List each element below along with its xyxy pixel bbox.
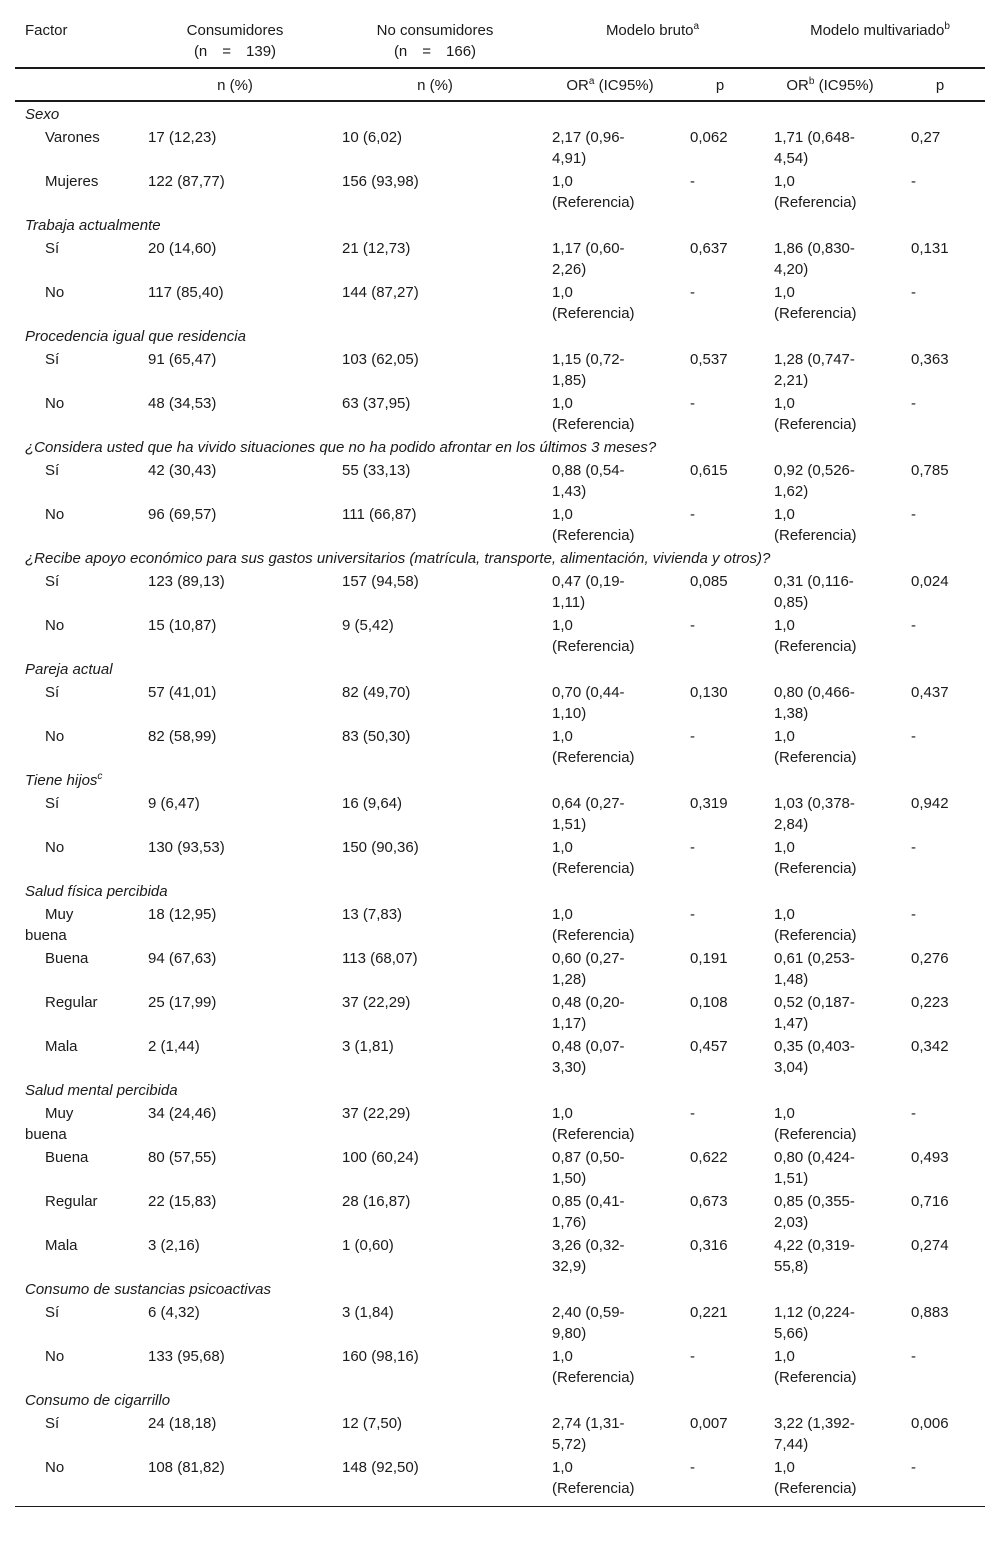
no-consumidores-value: 63 (37,95) [342, 395, 411, 412]
row-label: Sí [45, 240, 60, 257]
subheader-or-multi-ic: (IC95%) [814, 77, 874, 94]
or-multi-line1: 0,52 (0,187- [774, 994, 855, 1011]
row-label: Sí [45, 684, 60, 701]
section-title-text: Consumo de cigarrillo [25, 1392, 171, 1409]
consumidores-value: 6 (4,32) [148, 1304, 200, 1321]
or-bruto-line2: 1,85) [552, 372, 587, 389]
section-title [25, 326, 246, 347]
p-multi-value: - [911, 173, 916, 190]
or-bruto-line1: 2,40 (0,59- [552, 1304, 625, 1321]
p-multi-value: - [911, 839, 916, 856]
section-title-text: Pareja actual [25, 661, 113, 678]
or-bruto-line2: 1,76) [552, 1214, 587, 1231]
or-bruto-line1: 1,0 [552, 395, 573, 412]
or-bruto-line1: 1,0 [552, 617, 573, 634]
p-bruto-value: - [690, 1348, 695, 1365]
or-bruto-line2: 1,51) [552, 816, 587, 833]
row-label: Mala [45, 1237, 78, 1254]
or-multi-line2: (Referencia) [774, 860, 857, 877]
header-consumidores: Consumidores [186, 22, 284, 39]
or-bruto-line1: 0,47 (0,19- [552, 573, 625, 590]
p-bruto-value: 0,191 [690, 950, 728, 967]
p-bruto-value: 0,316 [690, 1237, 728, 1254]
or-bruto-line2: (Referencia) [552, 927, 635, 944]
no-consumidores-value: 9 (5,42) [342, 617, 394, 634]
no-consumidores-value: 113 (68,07) [342, 950, 418, 967]
or-bruto-line1: 0,60 (0,27- [552, 950, 625, 967]
or-bruto-line1: 0,70 (0,44- [552, 684, 625, 701]
or-bruto-line2: 1,50) [552, 1170, 587, 1187]
p-multi-value: 0,883 [911, 1304, 949, 1321]
p-bruto-value: 0,007 [690, 1415, 728, 1432]
or-multi-line1: 4,22 (0,319- [774, 1237, 855, 1254]
section-title-text: ¿Recibe apoyo económico para sus gastos universitarios (matrícula, transporte, alimentación, vivienda y otros)? [25, 550, 771, 567]
section-title-text: ¿Considera usted que ha vivido situaciones que no ha podido afrontar en los últimos 3 meses? [25, 439, 657, 456]
or-multi-line2: 55,8) [774, 1258, 809, 1275]
row-label: Muy [45, 1105, 74, 1122]
or-multi-line2: 1,51) [774, 1170, 809, 1187]
or-bruto-line2: (Referencia) [552, 1126, 635, 1143]
no-consumidores-value: 100 (60,24) [342, 1149, 419, 1166]
or-multi-line1: 0,35 (0,403- [774, 1038, 855, 1055]
row-label: No [45, 506, 65, 523]
or-multi-line2: (Referencia) [774, 1369, 857, 1386]
consumidores-value: 133 (95,68) [148, 1348, 225, 1365]
or-multi-line1: 1,0 [774, 617, 795, 634]
p-bruto-value: 0,130 [690, 684, 728, 701]
no-consumidores-value: 150 (90,36) [342, 839, 419, 856]
p-bruto-value: - [690, 1459, 695, 1476]
row-label-cont: buena [25, 927, 67, 944]
consumidores-value: 94 (67,63) [148, 950, 217, 967]
or-multi-line2: 1,48) [774, 971, 809, 988]
p-multi-value: - [911, 506, 916, 523]
or-multi-line2: 3,04) [774, 1059, 809, 1076]
consumidores-value: 130 (93,53) [148, 839, 225, 856]
or-multi-line2: 4,54) [774, 150, 809, 167]
or-multi-line1: 1,0 [774, 728, 795, 745]
or-multi-line1: 1,0 [774, 395, 795, 412]
or-bruto-line2: 4,91) [552, 150, 587, 167]
subheader-or-multi-sup: b [808, 76, 815, 87]
consumidores-value: 57 (41,01) [148, 684, 217, 701]
or-bruto-line1: 1,0 [552, 1105, 573, 1122]
subheader-or-multi-label: OR [786, 77, 809, 94]
section-title [25, 770, 102, 791]
no-consumidores-value: 12 (7,50) [342, 1415, 403, 1432]
or-bruto-line2: 1,43) [552, 483, 587, 500]
p-bruto-value: 0,622 [690, 1149, 728, 1166]
or-bruto-line2: (Referencia) [552, 194, 635, 211]
table-bottom-rule [15, 1506, 985, 1507]
p-bruto-value: 0,615 [690, 462, 728, 479]
or-multi-line2: (Referencia) [774, 927, 857, 944]
p-multi-value: 0,437 [911, 684, 949, 701]
consumidores-value: 22 (15,83) [148, 1193, 217, 1210]
p-bruto-value: 0,537 [690, 351, 728, 368]
consumidores-value: 108 (81,82) [148, 1459, 225, 1476]
no-consumidores-value: 103 (62,05) [342, 351, 419, 368]
or-multi-line1: 1,03 (0,378- [774, 795, 855, 812]
or-multi-line2: 2,03) [774, 1214, 809, 1231]
consumidores-value: 18 (12,95) [148, 906, 217, 923]
subheader-or-bruto-label: OR [566, 77, 589, 94]
or-bruto-line1: 0,48 (0,20- [552, 994, 625, 1011]
p-bruto-value: 0,085 [690, 573, 728, 590]
or-multi-line1: 1,0 [774, 173, 795, 190]
section-title [25, 1279, 271, 1300]
header-modelo-multivariado [780, 20, 980, 41]
row-label: Regular [45, 1193, 98, 1210]
p-multi-value: 0,006 [911, 1415, 949, 1432]
header-no-consumidores: No consumidores [376, 22, 494, 39]
header-modelo-multi-sup: b [944, 21, 950, 32]
p-multi-value: - [911, 1105, 916, 1122]
no-consumidores-value: 82 (49,70) [342, 684, 411, 701]
p-bruto-value: - [690, 839, 695, 856]
or-multi-line2: 4,20) [774, 261, 809, 278]
subheader-p-multi: p [935, 77, 945, 94]
section-title-text: Salud mental percibida [25, 1082, 178, 1099]
no-consumidores-value: 21 (12,73) [342, 240, 411, 257]
no-consumidores-value: 10 (6,02) [342, 129, 403, 146]
header-modelo-bruto-sup: a [693, 21, 700, 32]
or-multi-line2: (Referencia) [774, 416, 857, 433]
header-consumidores-n: (n = 139) [193, 43, 277, 60]
no-consumidores-value: 111 (66,87) [342, 506, 417, 523]
or-multi-line1: 1,0 [774, 1105, 795, 1122]
or-bruto-line2: 5,72) [552, 1436, 587, 1453]
p-multi-value: 0,942 [911, 795, 949, 812]
p-multi-value: 0,223 [911, 994, 949, 1011]
consumidores-value: 2 (1,44) [148, 1038, 200, 1055]
p-bruto-value: 0,319 [690, 795, 728, 812]
or-multi-line1: 1,0 [774, 506, 795, 523]
consumidores-value: 15 (10,87) [148, 617, 217, 634]
p-bruto-value: - [690, 173, 695, 190]
no-consumidores-value: 83 (50,30) [342, 728, 411, 745]
row-label: Sí [45, 462, 60, 479]
p-multi-value: 0,024 [911, 573, 949, 590]
or-bruto-line2: (Referencia) [552, 1480, 635, 1497]
section-title [25, 1390, 170, 1411]
consumidores-value: 34 (24,46) [148, 1105, 217, 1122]
header-modelo-bruto-text: Modelo bruto [605, 22, 694, 39]
or-bruto-line1: 1,0 [552, 506, 573, 523]
or-bruto-line2: 32,9) [552, 1258, 587, 1275]
p-multi-value: - [911, 617, 916, 634]
consumidores-value: 17 (12,23) [148, 129, 217, 146]
row-label: Varones [45, 129, 100, 146]
or-multi-line2: 2,84) [774, 816, 809, 833]
or-multi-line1: 0,31 (0,116- [774, 573, 854, 590]
p-bruto-value: 0,637 [690, 240, 728, 257]
consumidores-value: 96 (69,57) [148, 506, 217, 523]
subheader-n-pct-consumidores: n (%) [217, 77, 253, 94]
no-consumidores-value: 148 (92,50) [342, 1459, 419, 1476]
row-label: Regular [45, 994, 98, 1011]
or-multi-line1: 1,28 (0,747- [774, 351, 855, 368]
row-label: No [45, 617, 65, 634]
or-bruto-line1: 1,0 [552, 906, 573, 923]
p-bruto-value: - [690, 284, 695, 301]
or-multi-line1: 1,0 [774, 906, 795, 923]
or-bruto-line1: 1,0 [552, 173, 573, 190]
section-title-text: Procedencia igual que residencia [25, 328, 246, 345]
section-title [25, 104, 59, 125]
section-title-text: Consumo de sustancias psicoactivas [25, 1281, 271, 1298]
or-bruto-line1: 0,87 (0,50- [552, 1149, 625, 1166]
no-consumidores-value: 28 (16,87) [342, 1193, 411, 1210]
no-consumidores-value: 37 (22,29) [342, 1105, 411, 1122]
header-top-rule [15, 67, 985, 69]
no-consumidores-value: 1 (0,60) [342, 1237, 394, 1254]
or-multi-line1: 1,0 [774, 1459, 795, 1476]
or-bruto-line1: 1,0 [552, 839, 573, 856]
or-bruto-line1: 1,15 (0,72- [552, 351, 625, 368]
row-label: No [45, 395, 65, 412]
row-label: Mala [45, 1038, 78, 1055]
or-multi-line1: 1,0 [774, 1348, 795, 1365]
header-factor: Factor [25, 22, 68, 39]
row-label: No [45, 1348, 65, 1365]
or-multi-line1: 0,80 (0,466- [774, 684, 855, 701]
or-multi-line2: 7,44) [774, 1436, 809, 1453]
no-consumidores-value: 3 (1,84) [342, 1304, 394, 1321]
row-label: Sí [45, 351, 60, 368]
row-label: No [45, 728, 65, 745]
or-bruto-line2: (Referencia) [552, 860, 635, 877]
p-multi-value: 0,274 [911, 1237, 949, 1254]
or-multi-line2: 1,62) [774, 483, 809, 500]
or-multi-line2: 0,85) [774, 594, 809, 611]
consumidores-value: 48 (34,53) [148, 395, 217, 412]
no-consumidores-value: 160 (98,16) [342, 1348, 419, 1365]
consumidores-value: 91 (65,47) [148, 351, 217, 368]
no-consumidores-value: 3 (1,81) [342, 1038, 394, 1055]
row-label-cont: buena [25, 1126, 67, 1143]
section-title-text: Salud física percibida [25, 883, 168, 900]
p-multi-value: - [911, 395, 916, 412]
section-title-text: Trabaja actualmente [25, 217, 161, 234]
subheader-p-bruto: p [715, 77, 725, 94]
or-bruto-line1: 1,0 [552, 1348, 573, 1365]
subheader-or-multi [770, 75, 890, 96]
consumidores-value: 122 (87,77) [148, 173, 225, 190]
or-multi-line2: (Referencia) [774, 638, 857, 655]
or-bruto-line1: 2,74 (1,31- [552, 1415, 625, 1432]
or-bruto-line2: 9,80) [552, 1325, 587, 1342]
or-multi-line1: 0,80 (0,424- [774, 1149, 855, 1166]
row-label: Muy [45, 906, 74, 923]
or-bruto-line2: 2,26) [552, 261, 587, 278]
consumidores-value: 123 (89,13) [148, 573, 225, 590]
no-consumidores-value: 16 (9,64) [342, 795, 403, 812]
row-label: Buena [45, 950, 89, 967]
consumidores-value: 3 (2,16) [148, 1237, 200, 1254]
consumidores-value: 24 (18,18) [148, 1415, 217, 1432]
consumidores-value: 20 (14,60) [148, 240, 217, 257]
p-multi-value: - [911, 728, 916, 745]
or-multi-line1: 0,92 (0,526- [774, 462, 855, 479]
p-multi-value: - [911, 284, 916, 301]
no-consumidores-value: 157 (94,58) [342, 573, 419, 590]
row-label: Sí [45, 573, 60, 590]
p-multi-value: - [911, 1459, 916, 1476]
consumidores-value: 117 (85,40) [148, 284, 224, 301]
section-title [25, 659, 113, 680]
or-bruto-line2: (Referencia) [552, 638, 635, 655]
section-title [25, 881, 168, 902]
subheader-or-bruto-ic: (IC95%) [594, 77, 654, 94]
consumidores-value: 9 (6,47) [148, 795, 200, 812]
consumidores-value: 80 (57,55) [148, 1149, 217, 1166]
row-label: Sí [45, 1415, 60, 1432]
section-title [25, 1080, 178, 1101]
p-bruto-value: - [690, 728, 695, 745]
or-multi-line1: 0,85 (0,355- [774, 1193, 855, 1210]
or-multi-line1: 0,61 (0,253- [774, 950, 855, 967]
or-bruto-line2: 1,17) [552, 1015, 587, 1032]
or-bruto-line2: (Referencia) [552, 416, 635, 433]
section-title [25, 437, 656, 458]
p-multi-value: 0,716 [911, 1193, 949, 1210]
header-bottom-rule [15, 100, 985, 102]
no-consumidores-value: 13 (7,83) [342, 906, 403, 923]
or-multi-line1: 3,22 (1,392- [774, 1415, 855, 1432]
consumidores-value: 42 (30,43) [148, 462, 217, 479]
or-bruto-line2: (Referencia) [552, 305, 635, 322]
no-consumidores-value: 37 (22,29) [342, 994, 411, 1011]
or-bruto-line1: 1,17 (0,60- [552, 240, 625, 257]
no-consumidores-value: 144 (87,27) [342, 284, 419, 301]
or-bruto-line1: 0,88 (0,54- [552, 462, 625, 479]
section-title-text: Tiene hijos [25, 772, 98, 789]
or-multi-line2: (Referencia) [774, 527, 857, 544]
or-bruto-line2: 1,28) [552, 971, 587, 988]
p-multi-value: 0,342 [911, 1038, 949, 1055]
or-multi-line2: (Referencia) [774, 1480, 857, 1497]
p-bruto-value: - [690, 906, 695, 923]
or-bruto-line1: 3,26 (0,32- [552, 1237, 625, 1254]
p-multi-value: 0,493 [911, 1149, 949, 1166]
p-bruto-value: - [690, 1105, 695, 1122]
or-multi-line2: 5,66) [774, 1325, 809, 1342]
or-bruto-line1: 0,48 (0,07- [552, 1038, 625, 1055]
p-multi-value: 0,276 [911, 950, 949, 967]
or-bruto-line1: 0,64 (0,27- [552, 795, 625, 812]
subheader-or-bruto-sup: a [588, 76, 595, 87]
subheader-n-pct-no-consumidores: n (%) [417, 77, 453, 94]
p-bruto-value: - [690, 506, 695, 523]
or-bruto-line1: 1,0 [552, 728, 573, 745]
or-multi-line2: 2,21) [774, 372, 809, 389]
row-label: Sí [45, 1304, 60, 1321]
p-multi-value: 0,131 [911, 240, 949, 257]
or-multi-line2: (Referencia) [774, 194, 857, 211]
row-label: Buena [45, 1149, 89, 1166]
row-label: No [45, 1459, 65, 1476]
or-multi-line1: 1,0 [774, 839, 795, 856]
section-title-text: Sexo [25, 106, 60, 123]
p-bruto-value: 0,673 [690, 1193, 728, 1210]
p-bruto-value: 0,457 [690, 1038, 728, 1055]
or-bruto-line1: 1,0 [552, 1459, 573, 1476]
or-multi-line1: 1,71 (0,648- [774, 129, 855, 146]
p-bruto-value: 0,108 [690, 994, 728, 1011]
or-bruto-line1: 1,0 [552, 284, 573, 301]
consumidores-value: 25 (17,99) [148, 994, 217, 1011]
p-multi-value: - [911, 1348, 916, 1365]
or-multi-line2: (Referencia) [774, 1126, 857, 1143]
or-multi-line2: (Referencia) [774, 749, 857, 766]
or-multi-line1: 1,86 (0,830- [774, 240, 855, 257]
p-multi-value: - [911, 906, 916, 923]
header-modelo-multi-text: Modelo multivariado [810, 22, 945, 39]
subheader-or-bruto [550, 75, 670, 96]
p-multi-value: 0,363 [911, 351, 949, 368]
p-multi-value: 0,27 [911, 129, 941, 146]
p-bruto-value: 0,062 [690, 129, 728, 146]
no-consumidores-value: 156 (93,98) [342, 173, 419, 190]
section-title-sup: c [97, 771, 103, 782]
or-bruto-line2: 3,30) [552, 1059, 587, 1076]
row-label: No [45, 839, 65, 856]
or-multi-line2: 1,47) [774, 1015, 809, 1032]
section-title [25, 548, 770, 569]
no-consumidores-value: 55 (33,13) [342, 462, 411, 479]
or-bruto-line2: (Referencia) [552, 749, 635, 766]
p-bruto-value: - [690, 395, 695, 412]
p-bruto-value: 0,221 [690, 1304, 728, 1321]
row-label: No [45, 284, 65, 301]
or-multi-line2: 1,38) [774, 705, 809, 722]
or-multi-line1: 1,12 (0,224- [774, 1304, 855, 1321]
or-bruto-line2: (Referencia) [552, 1369, 635, 1386]
or-bruto-line1: 0,85 (0,41- [552, 1193, 625, 1210]
consumidores-value: 82 (58,99) [148, 728, 217, 745]
row-label: Mujeres [45, 173, 99, 190]
or-multi-line2: (Referencia) [774, 305, 857, 322]
or-bruto-line1: 2,17 (0,96- [552, 129, 625, 146]
header-modelo-bruto [550, 20, 755, 41]
p-multi-value: 0,785 [911, 462, 949, 479]
row-label: Sí [45, 795, 60, 812]
or-bruto-line2: (Referencia) [552, 527, 635, 544]
p-bruto-value: - [690, 617, 695, 634]
section-title [25, 215, 161, 236]
or-multi-line1: 1,0 [774, 284, 795, 301]
or-bruto-line2: 1,10) [552, 705, 587, 722]
header-no-consumidores-n: (n = 166) [393, 43, 477, 60]
or-bruto-line2: 1,11) [552, 594, 586, 611]
